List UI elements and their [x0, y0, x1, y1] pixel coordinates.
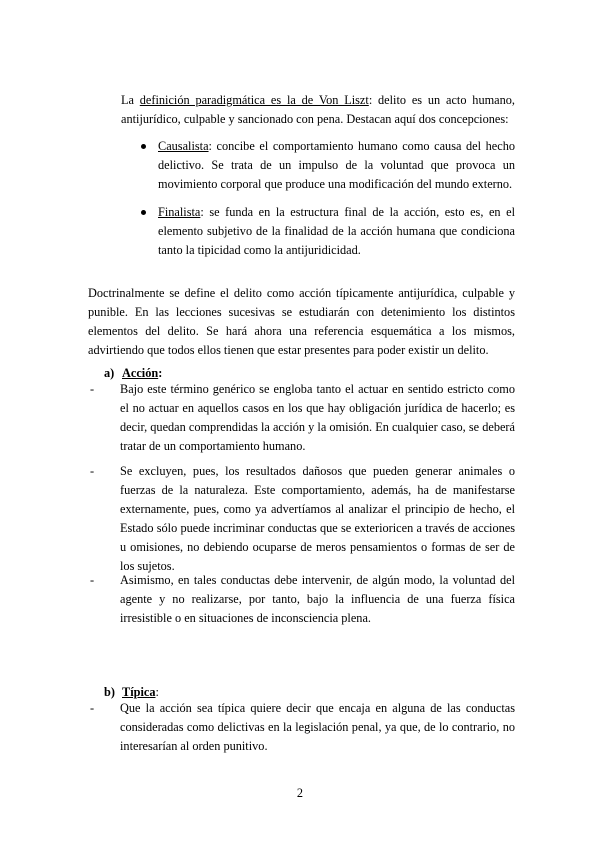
dash-marker: - [90, 464, 95, 478]
bullet-dot-icon [141, 210, 146, 215]
list-item [88, 462, 515, 576]
list-item-text: Asimismo, en tales conductas debe intervenir, de algún modo, la voluntad del agente y no realizarse, por tanto, bajo la influencia de una fuerza física irresistible o en situaciones de inconsciencia plena. [120, 573, 515, 625]
section-title: Típica [122, 685, 156, 699]
section-suffix: : [158, 366, 163, 380]
list-item [88, 380, 515, 456]
dash-marker: - [90, 382, 95, 396]
conception-text [158, 137, 515, 194]
section-label: b) [104, 685, 115, 699]
list-item-text: Bajo este término genérico se engloba tanto el actuar en sentido estricto como el no actuar en aquellos casos en los que hay obligación jurídica de hacerlo; es decir, quedan comprendidas la acción y la omisión. En cualquier caso, se deberá tratar de un comportamiento humano. [120, 382, 515, 453]
conception-text [158, 203, 515, 260]
page-number: 2 [296, 786, 304, 800]
list-item [88, 699, 515, 756]
intro-underlined: definición paradigmática es la de Von Liszt [139, 93, 369, 107]
dash-marker: - [90, 573, 95, 587]
dash-marker: - [90, 701, 95, 715]
conception-causalista [141, 137, 515, 194]
list-item [88, 571, 515, 628]
intro-lead: La [121, 93, 140, 107]
doctrinal-paragraph: Doctrinalmente se define el delito como acción típicamente antijurídica, culpable y punible. En las lecciones sucesivas se estudiarán con detenimiento los distintos elementos del delito. Se hará ahora una referencia esquemática a los mismos, advirtiendo que todos ellos tienen que estar presentes para poder existir un delito. [88, 286, 515, 357]
bullet-dot-icon [141, 144, 146, 149]
list-item-text: Se excluyen, pues, los resultados dañosos que pueden generar animales o fuerzas de la naturaleza. Este comportamiento, además, ha de manifestarse externamente, pues, como ya advertíamos al analizar el principio de hecho, el Estado sólo puede incriminar conductas que se exterioricen a través de acciones u omisiones, no debiendo ocuparse de meros pensamientos o formas de ser de los sujetos. [120, 464, 515, 573]
list-item-text: Que la acción sea típica quiere decir que encaja en alguna de las conductas consideradas como delictivas en la legislación penal, ya que, de lo contrario, no interesarían al orden punitivo. [120, 701, 515, 753]
conception-term: Causalista [158, 139, 209, 153]
intro-rest: : delito es un acto humano, antijurídico, culpable y sancionado con pena. Destacan aquí dos concepciones: [121, 93, 515, 126]
conception-term: Finalista [158, 205, 201, 219]
section-suffix: : [155, 685, 159, 699]
section-title: Acción [122, 366, 159, 380]
conception-body: : se funda en la estructura final de la acción, esto es, en el elemento subjetivo de la finalidad de la acción humana que condiciona tanto la tipicidad como la antijuridicidad. [158, 205, 515, 257]
conception-body: : concibe el comportamiento humano como causa del hecho delictivo. Se trata de un impulso de la voluntad que provoca un movimiento corporal que produce una modificación del mundo externo. [158, 139, 515, 191]
section-label: a) [104, 366, 115, 380]
intro-paragraph [121, 91, 515, 129]
conception-finalista [141, 203, 515, 260]
